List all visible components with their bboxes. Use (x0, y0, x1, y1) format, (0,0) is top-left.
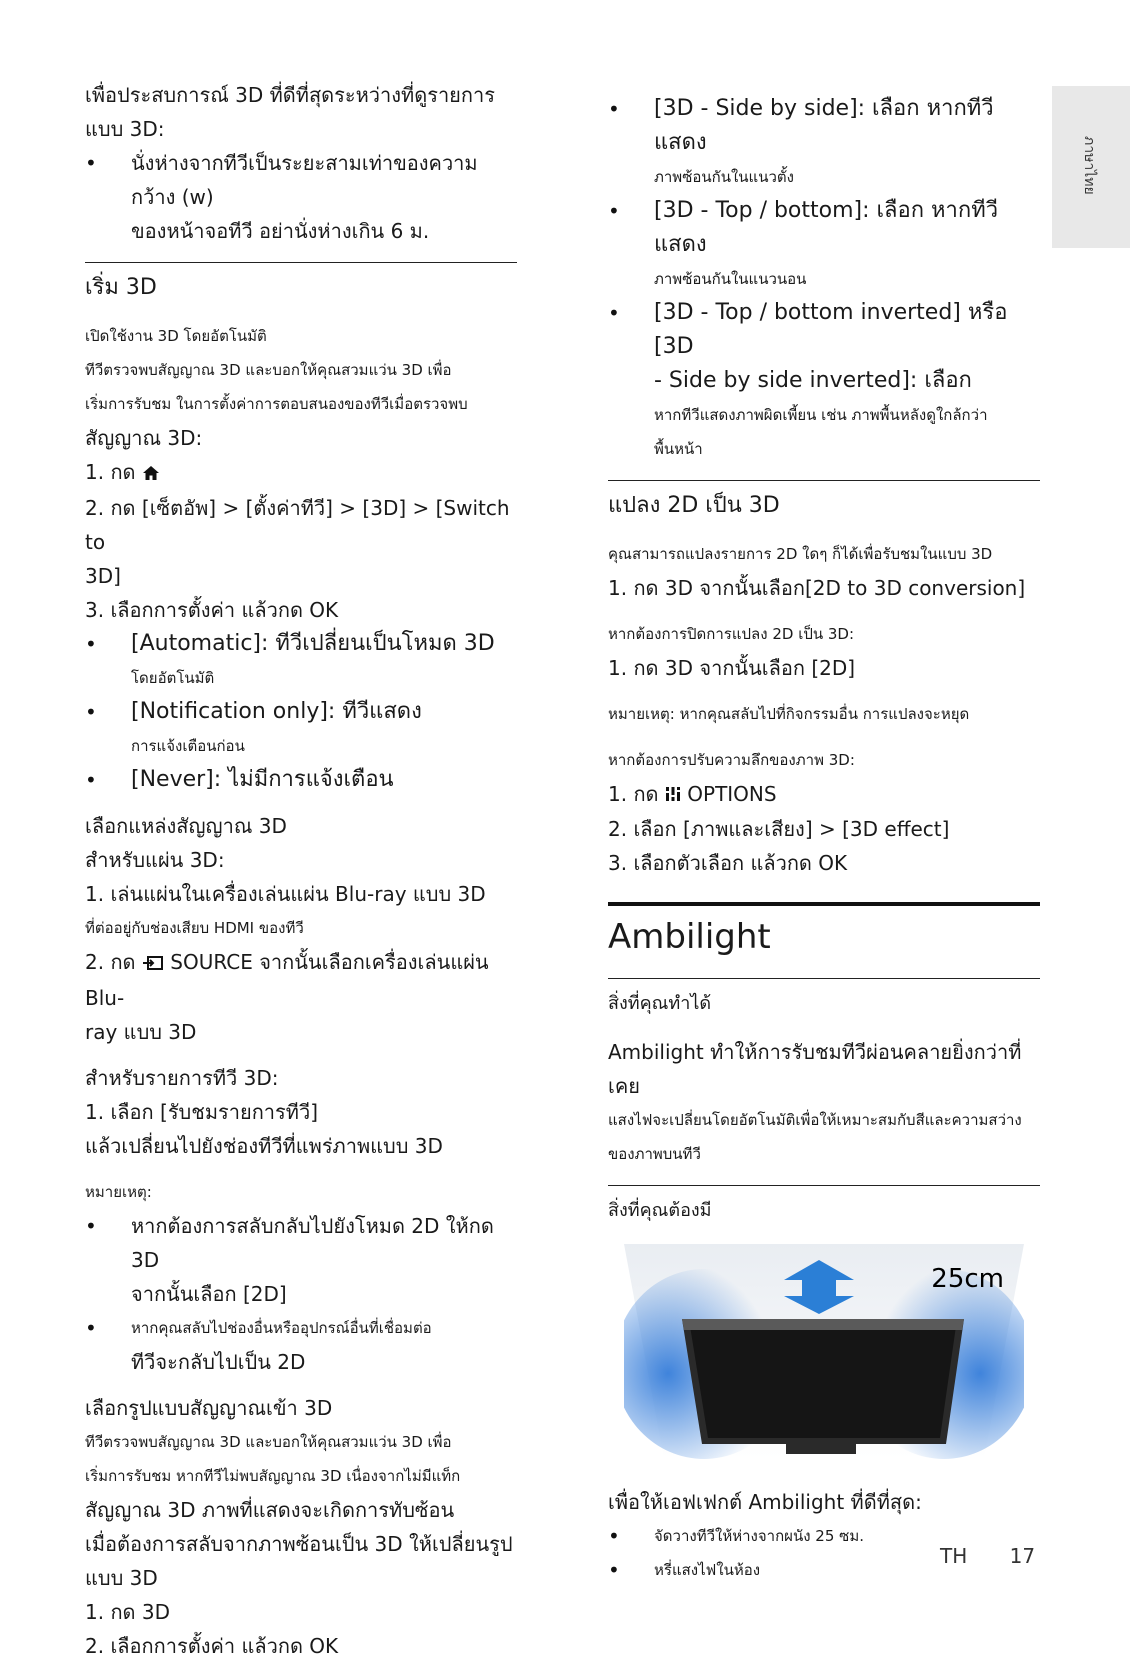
section-divider (85, 262, 517, 263)
step-3: 3. เลือกตัวเลือก แล้วกด OK (608, 851, 848, 875)
chapter-title: Ambilight (608, 917, 771, 957)
step-3: 3. เลือกการตั้งค่า แล้วกด OK (85, 598, 339, 622)
subheading-auto: เปิดใช้งาน 3D โดยอัตโนมัติ (85, 327, 267, 345)
paragraph-line: สำหรับแผ่น 3D: (85, 848, 225, 872)
section-heading-start-3d: เริ่ม 3D (85, 275, 157, 300)
paragraph-line: Ambilight ทำให้การรับชมทีวีผ่อนคลายยิ่งกว่าที่เคย (608, 1040, 1022, 1098)
paragraph-line: เริ่มการรับชม ในการตั้งค่าการตอบสนองของทีวีเมื่อตรวจพบ (85, 395, 468, 413)
format-options-list (608, 92, 1040, 466)
step-2-cont: 3D] (85, 564, 121, 588)
step-2: 2. เลือกการตั้งค่า แล้วกด OK (85, 1634, 339, 1658)
source-icon (142, 947, 164, 981)
list-item: • [Notification only]: ทีวีแสดง การแจ้งเตือนก่อน (85, 695, 517, 763)
paragraph-line: คุณสามารถแปลงรายการ 2D ใดๆ ก็ได้เพื่อรับชมในแบบ 3D (608, 545, 993, 563)
distance-label: 25cm (931, 1264, 1004, 1294)
page-number: 17 (1009, 1544, 1036, 1568)
list-item: • [3D - Side by side]: เลือก หากทีวีแสดง ภาพซ้อนกันในแนวตั้ง (608, 92, 1040, 194)
section-heading-convert: แปลง 2D เป็น 3D (608, 493, 780, 518)
paragraph-line: ของภาพบนทีวี (608, 1145, 701, 1163)
paragraph-line: แล้วเปลี่ยนไปยังช่องทีวีที่แพร่ภาพแบบ 3D (85, 1134, 443, 1158)
paragraph-line: ทีวีตรวจพบสัญญาณ 3D และบอกให้คุณสวมแว่น 3D เพื่อ (85, 361, 452, 379)
paragraph-line: ที่ต่ออยู่กับช่องเสียบ HDMI ของทีวี (85, 919, 304, 937)
list-item: • นั่งห่างจากทีวีเป็นระยะสามเท่าของความกว้าง (w) ของหน้าจอทีวี อย่านั่งห่างเกิน 6 ม. (85, 146, 517, 248)
paragraph-line: สำหรับรายการทีวี 3D: (85, 1066, 279, 1090)
step-1: 1. กด 3D (85, 1600, 171, 1624)
paragraph-line: สัญญาณ 3D: (85, 426, 203, 450)
paragraph-line: เมื่อต้องการสลับจากภาพซ้อนเป็น 3D ให้เปลี่ยนรูปแบบ 3D (85, 1532, 513, 1590)
depth-step-1: 1. กด OPTIONS (608, 777, 1040, 812)
paragraph-line: 1. เลือก [รับชมรายการทีวี] (85, 1100, 318, 1124)
section-divider (608, 1185, 1040, 1186)
footer-lang: TH (940, 1544, 968, 1568)
step-1: 1. กด 3D จากนั้นเลือก [2D] (608, 656, 856, 680)
left-column (85, 78, 517, 1663)
list-item: • [3D - Top / bottom]: เลือก หากทีวีแสดง ภาพซ้อนกันในแนวนอน (608, 194, 1040, 296)
list-item: • หากคุณสลับไปช่องอื่นหรืออุปกรณ์อื่นที่เชื่อมต่อ ทีวีจะกลับไปเป็น 2D (85, 1311, 517, 1379)
subheading-off: หากต้องการปิดการแปลง 2D เป็น 3D: (608, 625, 855, 643)
intro-text: เพื่อประสบการณ์ 3D ที่ดีที่สุดระหว่างที่ดูรายการแบบ 3D: (85, 83, 495, 141)
right-column (608, 78, 1040, 1587)
subheading-source: เลือกแหล่งสัญญาณ 3D (85, 814, 287, 838)
subheading-format: เลือกรูปแบบสัญญาณเข้า 3D (85, 1396, 333, 1420)
note-text: หมายเหตุ: หากคุณสลับไปที่กิจกรรมอื่น การแปลงจะหยุด (608, 705, 970, 723)
paragraph-line: ray แบบ 3D (85, 1020, 197, 1044)
ambilight-figure (624, 1244, 1024, 1469)
step-1: 1. กด 3D จากนั้นเลือก[2D to 3D conversion] (608, 576, 1026, 600)
option-list (85, 627, 517, 797)
intro-bullets (85, 146, 517, 248)
paragraph-line: 1. เล่นแผ่นในเครื่องเล่นแผ่น Blu-ray แบบ 3D (85, 882, 486, 906)
note-list (85, 1209, 517, 1379)
language-tab-label: ภาษาไทย (1081, 136, 1097, 195)
section-heading-can-do: สิ่งที่คุณทำได้ (608, 993, 712, 1014)
paragraph-line: แสงไฟจะเปลี่ยนโดยอัตโนมัติเพื่อให้เหมาะสมกับสีและความสว่าง (608, 1111, 1022, 1129)
disc-step-2: 2. กด SOURCE จากนั้นเลือกเครื่องเล่นแผ่น Blu- (85, 945, 517, 1015)
step-2: 2. กด [เซ็ตอัพ] > [ตั้งค่าทีวี] > [3D] > [Switch to (85, 496, 510, 554)
page-footer (940, 1544, 1071, 1568)
subheading-depth: หากต้องการปรับความลึกของภาพ 3D: (608, 751, 855, 769)
list-item: • [Never]: ไม่มีการแจ้งเตือน (85, 763, 517, 797)
paragraph-line: เริ่มการรับชม หากทีวีไม่พบสัญญาณ 3D เนื่องจากไม่มีแท็ก (85, 1467, 461, 1485)
home-icon (142, 457, 160, 491)
section-divider (608, 978, 1040, 979)
tv-stand (786, 1444, 856, 1454)
tv-bezel (682, 1319, 964, 1330)
step-1 (85, 455, 517, 491)
list-item: • [3D - Top / bottom inverted] หรือ [3D - Side by side inverted]: เลือก หากทีวีแสดงภาพผิดเพี้ยน เช่น ภาพพื้นหลังดูใกล้กว่า พื้นหน้า (608, 296, 1040, 466)
list-item: • [Automatic]: ทีวีเปลี่ยนเป็นโหมด 3D โดยอัตโนมัติ (85, 627, 517, 695)
paragraph-line: ทีวีตรวจพบสัญญาณ 3D และบอกให้คุณสวมแว่น 3D เพื่อ (85, 1433, 452, 1451)
note-heading: หมายเหตุ: (85, 1183, 152, 1201)
section-heading-need: สิ่งที่คุณต้องมี (608, 1200, 712, 1221)
list-item: • หากต้องการสลับกลับไปยังโหมด 2D ให้กด 3D จากนั้นเลือก [2D] (85, 1209, 517, 1311)
list-item: • หรี่แสงไฟในห้อง (608, 1553, 1040, 1587)
tv-screen (690, 1326, 956, 1438)
paragraph-line: เพื่อให้เอฟเฟกต์ Ambilight ที่ดีที่สุด: (608, 1490, 922, 1514)
step-2: 2. เลือก [ภาพและเสียง] > [3D effect] (608, 817, 950, 841)
chapter-divider (608, 902, 1040, 906)
section-divider (608, 480, 1040, 481)
step-text: 1. กด (85, 460, 136, 484)
list-item: • จัดวางทีวีให้ห่างจากผนัง 25 ซม. (608, 1519, 1040, 1553)
options-icon (665, 778, 681, 812)
language-tab (1052, 86, 1130, 248)
paragraph-line: สัญญาณ 3D ภาพที่แสดงจะเกิดการทับซ้อน (85, 1498, 455, 1522)
